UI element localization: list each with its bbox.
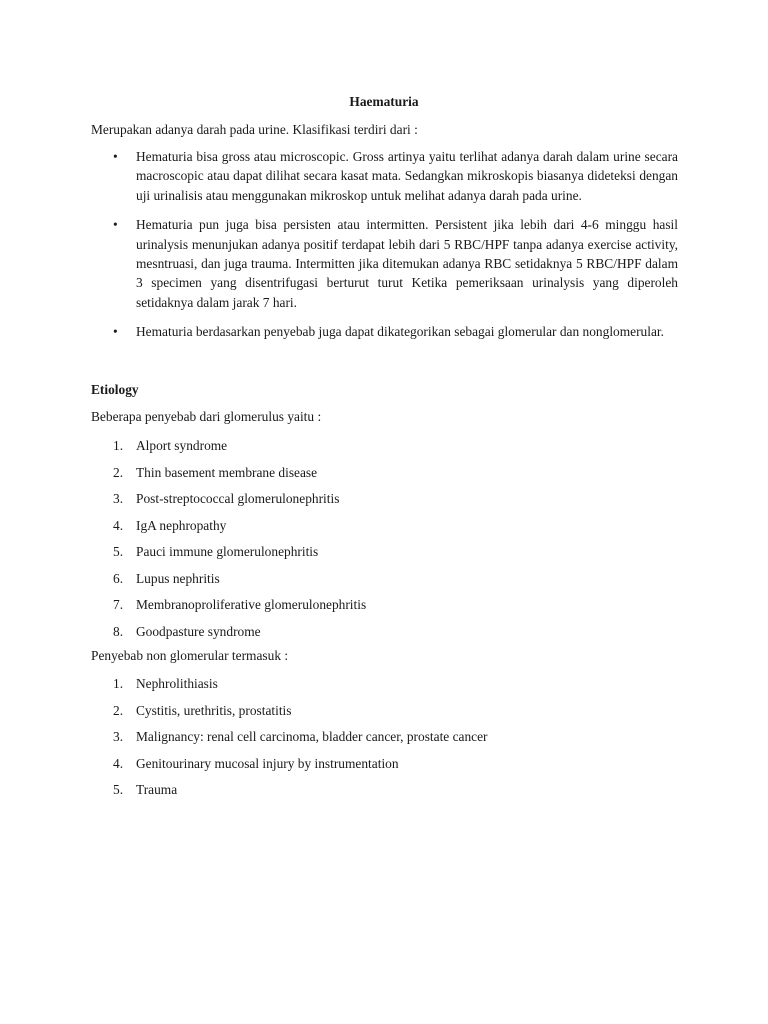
list-item — [91, 595, 366, 622]
nonglomerular-causes-list — [91, 674, 488, 807]
list-item-text: Cystitis, urethritis, prostatitis — [136, 702, 292, 718]
classification-bullet-list — [91, 147, 678, 352]
list-item — [91, 754, 488, 781]
list-item — [91, 463, 366, 490]
list-number: 3. — [113, 491, 124, 506]
list-number: 7. — [113, 597, 124, 612]
list-item-text: Post-streptococcal glomerulonephritis — [136, 491, 340, 506]
list-item — [91, 489, 366, 516]
list-number: 2. — [113, 702, 124, 718]
bullet-symbol: • — [113, 324, 118, 340]
list-item-text: IgA nephropathy — [136, 517, 227, 533]
list-item-text: Trauma — [136, 782, 178, 797]
bullet-symbol: • — [113, 149, 118, 164]
glomerular-intro: Beberapa penyebab dari glomerulus yaitu : — [91, 409, 322, 424]
list-number: 2. — [113, 464, 124, 480]
list-number: 4. — [113, 755, 124, 771]
list-number: 1. — [113, 676, 124, 691]
bullet-text: Hematuria pun juga bisa persisten atau intermitten. Persistent jika lebih dari 4-6 minggu hasil urinalysis menunjukan adanya positif terdapat lebih dari 5 RBC/HPF tanpa adanya exercise activity, mesntruasi, dan juga trauma. Intermitten jika ditemukan adanya RBC setidaknya 5 RBC/HPF dalam 3 specimen yang disentrifugasi berturut turut Ketika pemeriksaan urinalysis yang diperoleh setidaknya dalam jarak 7 hari. — [136, 217, 678, 310]
list-number: 5. — [113, 544, 124, 559]
bullet-item — [91, 322, 678, 341]
list-item — [91, 701, 488, 728]
list-item-text: Goodpasture syndrome — [136, 623, 261, 639]
list-item-text: Pauci immune glomerulonephritis — [136, 544, 319, 559]
list-item — [91, 436, 366, 463]
list-item — [91, 516, 366, 543]
list-item — [91, 780, 488, 807]
bullet-item — [91, 215, 678, 312]
list-item — [91, 622, 366, 649]
list-item — [91, 569, 366, 596]
nonglomerular-intro: Penyebab non glomerular termasuk : — [91, 648, 289, 663]
bullet-text: Hematuria berdasarkan penyebab juga dapat dikategorikan sebagai glomerular dan nonglomerular. — [136, 324, 664, 340]
list-item-text: Genitourinary mucosal injury by instrumentation — [136, 755, 399, 771]
list-number: 5. — [113, 782, 124, 797]
list-item-text: Alport syndrome — [136, 438, 228, 453]
list-number: 6. — [113, 570, 124, 586]
list-item-text: Membranoproliferative glomerulonephritis — [136, 597, 367, 612]
list-number: 3. — [113, 729, 124, 744]
bullet-item — [91, 147, 678, 205]
list-number: 4. — [113, 517, 124, 533]
list-item-text: Lupus nephritis — [136, 570, 220, 586]
bullet-text: Hematuria bisa gross atau microscopic. Gross artinya yaitu terlihat adanya darah dalam urine secara macroscopic atau dapat dilihat secara kasat mata. Sedangkan mikroskopis biasanya dideteksi dengan uji urinalisis atau menggunakan mikroskop untuk melihat adanya darah pada urine. — [136, 149, 678, 203]
list-item — [91, 674, 488, 701]
page-title: Haematuria — [349, 94, 419, 109]
list-number: 1. — [113, 438, 124, 453]
list-item — [91, 727, 488, 754]
bullet-symbol: • — [113, 217, 118, 233]
intro-paragraph: Merupakan adanya darah pada urine. Klasifikasi terdiri dari : — [91, 122, 418, 137]
list-item — [91, 542, 366, 569]
glomerular-causes-list — [91, 436, 366, 648]
etiology-heading: Etiology — [91, 382, 139, 397]
list-number: 8. — [113, 623, 124, 639]
list-item-text: Nephrolithiasis — [136, 676, 218, 691]
list-item-text: Malignancy: renal cell carcinoma, bladder cancer, prostate cancer — [136, 729, 488, 744]
list-item-text: Thin basement membrane disease — [136, 464, 318, 480]
